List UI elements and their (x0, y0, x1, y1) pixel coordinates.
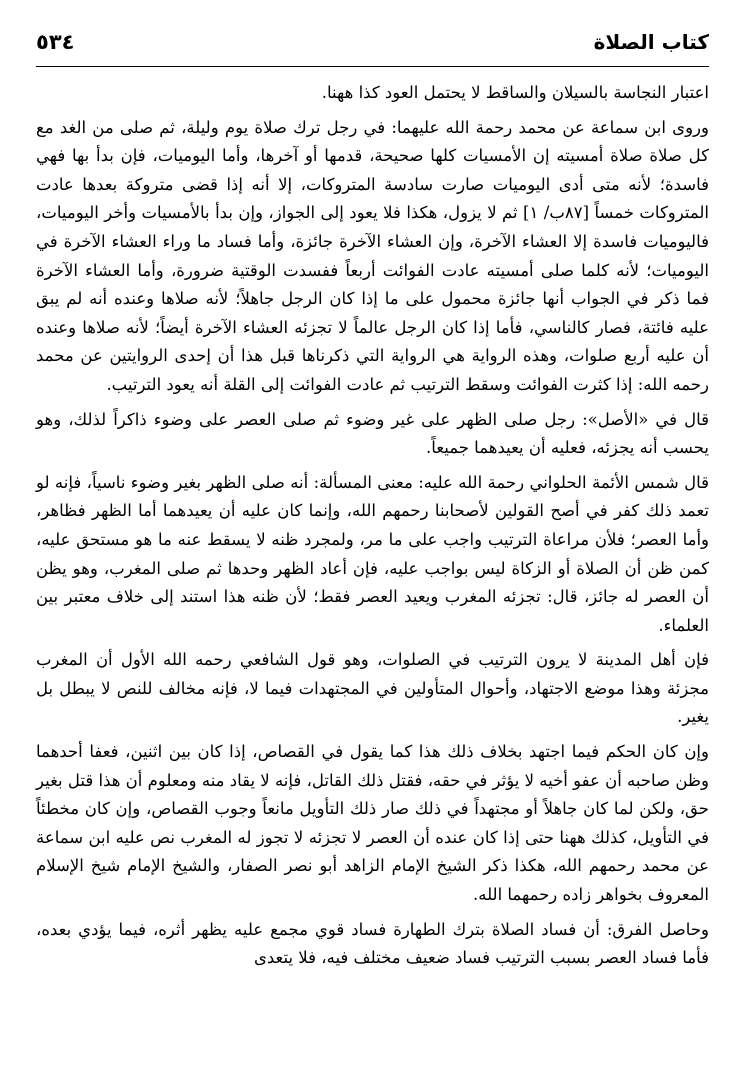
book-page (36, 30, 709, 979)
page-number: ٥٣٤ (36, 30, 75, 54)
paragraph-6: وإن كان الحكم فيما اجتهد بخلاف ذلك هذا كما يقول في القصاص، إذا كان بين اثنين، فعفا أحدهما وظن صاحبه أن عفو أخيه لا يؤثر في حقه، فقتل ذلك القاتل، فإنه لا يقاد منه ومعلوم أن هذا قتل بغير حق، ولكن لما كان جاهلاً أو مجتهداً في ذلك صار ذلك التأويل مانعاً وجوب القصاص، وإن كان مخطئاً في التأويل، كذلك ههنا حتى إذا كان عنده أن العصر لا تجزئه لا تجوز له المغرب نص عليه ابن سماعة عن محمد رحمهم الله، هكذا ذكر الشيخ الإمام الزاهد أبو نصر الصفار، والشيخ الإمام شيخ الإسلام المعروف بخواهر زاده رحمهما الله. (36, 742, 709, 905)
paragraph-4: قال شمس الأئمة الحلواني رحمة الله عليه: معنى المسألة: أنه صلى الظهر بغير وضوء ناسياً، فإنه لو تعمد ذلك كفر في أصح القولين لأصحابنا رحمهم الله، وإنما كان عليه أن يعيدهما أما الظهر فظاهر، وأما العصر؛ فلأن مراعاة الترتيب واجب على ما مر، ولمجرد ظنه لا يسقط عنه ما هو مستحق عليه، كمن ظن أن الصلاة أو الزكاة ليس بواجب عليه، فإن أعاد الظهر وحدها ثم صلى المغرب، وهو يظن أن العصر له جائز، قال: تجزئه المغرب ويعيد العصر فقط؛ لأن ظنه هذا استند إلى خلاف معتبر بين العلماء. (36, 472, 709, 635)
page-header (36, 30, 709, 67)
paragraph-7: وحاصل الفرق: أن فساد الصلاة بترك الطهارة فساد قوي مجمع عليه يظهر أثره، فيما يؤدي بعده، فأما فساد العصر بسبب الترتيب فساد ضعيف مختلف فيه، فلا يتعدى (36, 919, 709, 968)
paragraph-3: قال في «الأصل»: رجل صلى الظهر على غير وضوء ثم صلى العصر على وضوء ذاكراً لذلك، وهو يحسب أنه يجزئه، فعليه أن يعيدهما جميعاً. (36, 409, 709, 458)
page-body (36, 79, 709, 973)
paragraph-2: وروى ابن سماعة عن محمد رحمة الله عليهما: في رجل ترك صلاة يوم وليلة، ثم صلى من الغد مع كل صلاة صلاة أمسيته إن الأمسيات كلها صحيحة، قدمها أو آخرها، وأما اليوميات، فإن بدأ بها فهي فاسدة؛ لأنه متى أدى اليوميات صارت سادسة المتروكات، إلا أنه إذا قضى متروكة بعدها عادت المتروكات خمساً [٨٧ب/ ١] ثم لا يزول، هكذا فلا يعود إلى الجواز، وإن بدأ بالأمسيات وأخر اليوميات، فاليوميات فاسدة إلا العشاء الآخرة، وإن العشاء الآخرة جائزة، وأما فساد ما وراء العشاء الآخرة في اليوميات؛ لأنه كلما صلى أمسيته عادت الفوائت أربعاً ففسدت الوقتية ضرورة، وأما العشاء الآخرة فما ذكر في الجواب أنها جائزة محمول على ما إذا كان الرجل جاهلاً؛ لأنه صلاها وعنده أنه لم يبق عليه فائتة، فصار كالناسي، فأما إذا كان الرجل عالماً لا تجزئه العشاء الآخرة أيضاً؛ لأنه صلاها وعنده أن عليه أربع صلوات، وهذه الرواية هي الرواية التي ذكرناها قبل هذا أن إحدى الروايتين عن محمد رحمه الله: إذا كثرت الفوائت وسقط الترتيب ثم عادت الفوائت إلى القلة أنه يعود الترتيب. (36, 117, 709, 394)
book-title: كتاب الصلاة (593, 30, 709, 54)
paragraph-5: فإن أهل المدينة لا يرون الترتيب في الصلوات، وهو قول الشافعي رحمه الله الأول أن المغرب مجزئة وهذا موضع الاجتهاد، وأحوال المتأولين في المجتهدات فيما لا، فإنه مخالف للنص لا يبطل بل يغير. (36, 650, 709, 727)
paragraph-1: اعتبار النجاسة بالسيلان والساقط لا يحتمل العود كذا ههنا. (321, 83, 709, 102)
